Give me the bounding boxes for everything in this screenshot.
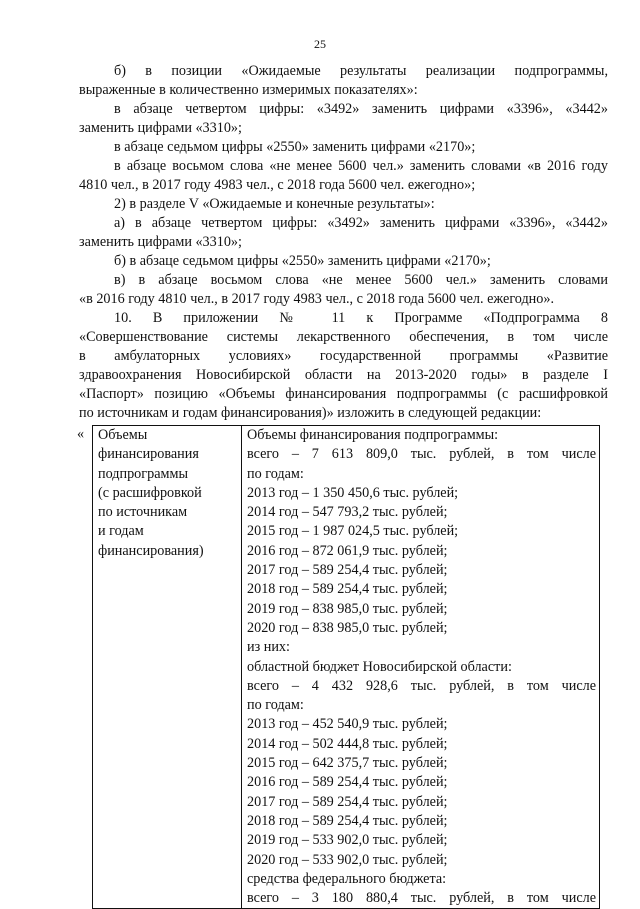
cell-line: областной бюджет Новосибирской области: (247, 658, 512, 675)
cell-line: 2019 год – 533 902,0 тыс. рублей; (247, 832, 448, 849)
paragraph-line: выраженные в количественно измеримых показателях»: (79, 82, 418, 98)
cell-line: 2013 год – 452 540,9 тыс. рублей; (247, 716, 448, 733)
paragraph-line: по источникам и годам финансирования)» изложить в следующей редакции: (79, 405, 542, 421)
cell-line: Объемы финансирования подпрограммы: (247, 427, 499, 443)
cell-line: 2014 год – 547 793,2 тыс. рублей; (247, 504, 448, 521)
cell-line: средства федерального бюджета: (247, 870, 447, 887)
cell-line: 2018 год – 589 254,4 тыс. рублей; (247, 581, 448, 598)
cell-line: 2016 год – 872 061,9 тыс. рублей; (247, 542, 448, 559)
cell-line: 2015 год – 642 375,7 тыс. рублей; (247, 755, 448, 772)
paragraph-line: здравоохранения Новосибирской области на 2013-2020 годы» в разделе I (79, 367, 608, 383)
cell-line: 2013 год – 1 350 450,6 тыс. рублей; (247, 484, 459, 501)
cell-line: всего – 4 432 928,6 тыс. рублей, в том числе (247, 677, 596, 694)
cell-line: по годам: (247, 465, 304, 482)
paragraph-line: б) в абзаце седьмом цифры «2550» заменить цифрами «2170»; (114, 253, 491, 269)
paragraph-line: заменить цифрами «3310»; (79, 120, 242, 136)
cell-line: финансирования) (98, 542, 204, 559)
cell-line: 2019 год – 838 985,0 тыс. рублей; (247, 600, 448, 617)
cell-line: 2014 год – 502 444,8 тыс. рублей; (247, 735, 448, 752)
paragraph-line: «Совершенствование системы лекарственного обеспечения, в том числе (79, 329, 608, 345)
paragraph-line: в амбулаторных условиях» государственной программы «Развитие (79, 348, 608, 364)
cell-line: 2020 год – 838 985,0 тыс. рублей; (247, 619, 448, 636)
table-cell-label (93, 426, 242, 909)
cell-line: всего – 7 613 809,0 тыс. рублей, в том числе (247, 446, 596, 463)
cell-line: по источникам (98, 504, 188, 521)
cell-line: по годам: (247, 697, 304, 714)
cell-line: 2018 год – 589 254,4 тыс. рублей; (247, 812, 448, 829)
cell-line: 2017 год – 589 254,4 тыс. рублей; (247, 793, 448, 810)
paragraph-line: б) в позиции «Ожидаемые результаты реализации подпрограммы, (114, 63, 608, 79)
table-cell-value (242, 426, 600, 909)
paragraph-line: в абзаце седьмом цифры «2550» заменить цифрами «2170»; (114, 139, 476, 155)
paragraph-line: в абзаце четвертом цифры: «3492» заменить цифрами «3396», «3442» (114, 101, 608, 117)
paragraph-line: 2) в разделе V «Ожидаемые и конечные результаты»: (114, 196, 435, 212)
page-number: 25 (314, 37, 326, 51)
passport-table (92, 425, 600, 909)
cell-line: (с расшифровкой (98, 484, 202, 501)
opening-quote-mark: « (77, 426, 85, 442)
cell-line: 2015 год – 1 987 024,5 тыс. рублей; (247, 523, 459, 540)
paragraph-line: в абзаце восьмом слова «не менее 5600 чел.» заменить словами «в 2016 году (114, 158, 608, 174)
paragraph-line: «Паспорт» позицию «Объемы финансирования подпрограммы (с расшифровкой (79, 386, 608, 402)
cell-line: из них: (247, 639, 290, 656)
cell-line: финансирования (98, 446, 199, 463)
paragraph-line: 10. В приложении № 11 к Программе «Подпрограмма 8 (114, 310, 608, 326)
cell-line: Объемы (98, 427, 148, 443)
table-row (93, 426, 600, 909)
cell-line: 2017 год – 589 254,4 тыс. рублей; (247, 562, 448, 579)
paragraph-line: в) в абзаце восьмом слова «не менее 5600 чел.» заменить словами (114, 272, 608, 288)
paragraph-line: «в 2016 году 4810 чел., в 2017 году 4983 чел., с 2018 года 5600 чел. ежегодно». (79, 291, 555, 307)
cell-line: 2020 год – 533 902,0 тыс. рублей; (247, 851, 448, 868)
cell-line: и годам (98, 523, 144, 540)
paragraph-line: а) в абзаце четвертом цифры: «3492» заменить цифрами «3396», «3442» (114, 215, 608, 231)
cell-line: подпрограммы (98, 465, 188, 482)
cell-line: 2016 год – 589 254,4 тыс. рублей; (247, 774, 448, 791)
paragraph-line: заменить цифрами «3310»; (79, 234, 242, 250)
paragraph-line: 4810 чел., в 2017 году 4983 чел., с 2018 года 5600 чел. ежегодно»; (79, 177, 476, 193)
cell-line: всего – 3 180 880,4 тыс. рублей, в том числе (247, 890, 596, 907)
